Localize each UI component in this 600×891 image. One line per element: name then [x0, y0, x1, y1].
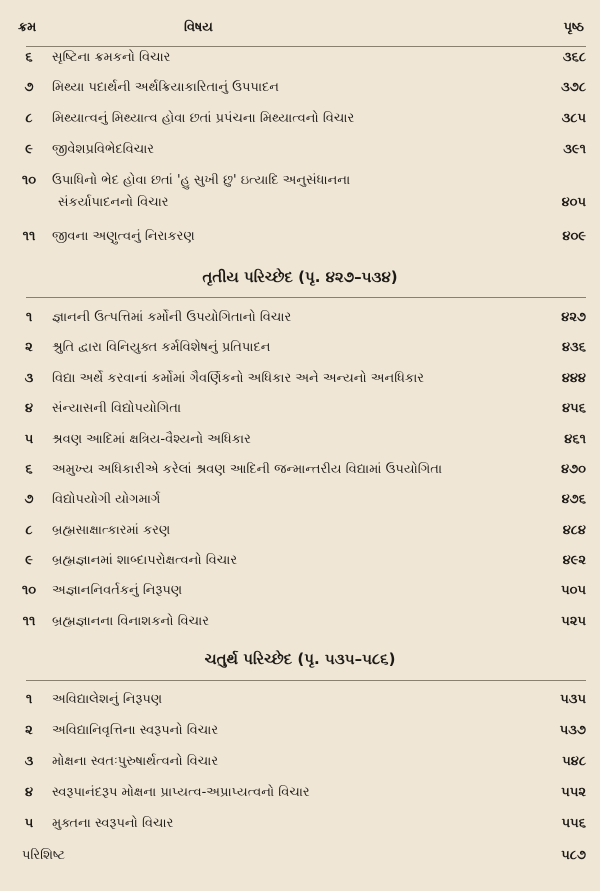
toc-number: ૯: [25, 553, 33, 568]
section-heading: ચતુર્થ પરિચ્છેદ (પૃ. ૫૩૫–૫૮૬): [204, 650, 396, 668]
toc-number: ૧૦: [21, 583, 37, 598]
toc-title: જીવેશપ્રવિભેદવિચાર: [52, 142, 155, 157]
toc-number: ૫: [24, 432, 34, 447]
toc-number: ૭: [24, 80, 34, 95]
toc-number: ૮: [25, 523, 33, 538]
toc-page: ૫૫૨: [561, 785, 586, 800]
toc-page: ૪૯૨: [562, 553, 586, 568]
toc-title: જીવના અણુત્વનું નિરાકરણ: [52, 229, 195, 244]
toc-page: ૪૭૦: [561, 462, 586, 477]
toc-page: ૫૩૭: [559, 723, 586, 738]
toc-number: ૧: [25, 310, 33, 325]
toc-title: બ્રહ્મજ્ઞાનના વિનાશકનો વિચાર: [52, 614, 209, 629]
toc-page: ૪૭૬: [561, 492, 586, 507]
section-divider: [26, 297, 586, 298]
toc-title: શ્રુતિ દ્વારા વિનિયુક્ત કર્મવિશેષનું પ્રતિપાદન: [52, 340, 271, 355]
toc-title: વિદ્યોપયોગી યોગમાર્ગ: [52, 492, 161, 507]
toc-page: ૫૫૬: [561, 816, 586, 831]
toc-number: ૪: [24, 785, 34, 800]
toc-page: ૪૮૪: [562, 523, 586, 538]
toc-title: અજ્ઞાનનિવર્તકનું નિરૂપણ: [52, 583, 183, 598]
section-heading: તૃતીય પરિચ્છેદ (પૃ. ૪૨૭–૫૩૪): [202, 268, 398, 286]
toc-page: ૫૪૮: [562, 754, 586, 769]
toc-number: ૧૦: [21, 173, 37, 188]
toc-page: ૪૫૬: [562, 401, 586, 416]
toc-title: શ્રવણ આદિમાં ક્ષત્રિય-વૈશ્યનો અધિકાર: [52, 432, 251, 447]
toc-number: ૯: [25, 142, 33, 157]
header-page: પૃષ્ઠ: [563, 20, 584, 35]
appendix-page: ૫૮૭: [561, 848, 586, 863]
section-divider: [26, 680, 586, 681]
toc-number: ૪: [24, 401, 34, 416]
appendix-title: પરિશિષ્ટ: [22, 848, 66, 863]
toc-page: ૩૮૫: [561, 111, 586, 126]
toc-title: મિથ્યા પદાર્થની અર્થક્રિયાકારિતાનું ઉપપાદન: [52, 80, 279, 95]
toc-page: ૪૦૯: [562, 229, 586, 244]
header-divider: [26, 46, 586, 47]
toc-title: સંન્યાસની વિદ્યોપયોગિતા: [52, 401, 182, 416]
toc-page: ૩૯૧: [563, 142, 586, 157]
toc-number: ૫: [24, 816, 34, 831]
toc-title: બ્રહ્મસાક્ષાત્કારમાં કરણ: [52, 523, 171, 538]
toc-number: ૭: [24, 492, 34, 507]
toc-title: મુક્તના સ્વરૂપનો વિચાર: [52, 816, 174, 831]
header-serial: ક્રમ: [18, 20, 37, 35]
toc-page: ૪૦૫: [561, 195, 586, 210]
header-subject: વિષય: [184, 20, 213, 35]
toc-title: સૃષ્ટિના ક્રમકનો વિચાર: [52, 50, 171, 65]
toc-title-continued: સંકર્યાપાદનનો વિચાર: [58, 195, 169, 210]
toc-page: ૫૦૫: [561, 583, 586, 598]
toc-title: મોક્ષના સ્વતઃપુરુષાર્થત્વનો વિચાર: [52, 754, 219, 769]
toc-number: ૧૧: [22, 229, 36, 244]
toc-title: જ્ઞાનની ઉત્પત્તિમાં કર્મોની ઉપયોગિતાનો વિચાર: [52, 310, 292, 325]
toc-page: ૫૩૫: [560, 692, 586, 707]
toc-page: ૪૪૪: [561, 371, 586, 386]
toc-number: ૩: [24, 754, 34, 769]
toc-title: અમુખ્ય અધિકારીએ કરેલાં શ્રવણ આદિની જન્માન્તરીય વિદ્યામાં ઉપયોગિતા: [52, 462, 443, 477]
toc-title: અવિદ્યાનિવૃત્તિના સ્વરૂપનો વિચાર: [52, 723, 219, 738]
toc-page: ૫૨૫: [561, 614, 586, 629]
toc-number: ૩: [24, 371, 34, 386]
toc-title: ઉપાધિનો ભેદ હોવા છતાં 'હુ સુખી છુ' ઇત્યાદિ અનુસંધાનના: [52, 173, 351, 188]
toc-page: ૪૨૭: [561, 310, 586, 325]
toc-title: અવિદ્યાલેશનું નિરૂપણ: [52, 692, 163, 707]
column-header: [0, 20, 600, 42]
toc-number: ૧: [25, 692, 33, 707]
toc-number: ૬: [25, 50, 33, 65]
toc-number: ૮: [25, 111, 33, 126]
toc-page: ૪૬૧: [564, 432, 586, 447]
toc-number: ૬: [25, 462, 33, 477]
toc-number: ૧૧: [22, 614, 36, 629]
toc-title: મિથ્યાત્વનું મિથ્યાત્વ હોવા છતાં પ્રપંચના મિથ્યાત્વનો વિચાર: [52, 111, 355, 126]
toc-page: ૪૩૬: [562, 340, 586, 355]
toc-page: ૩૭૮: [561, 80, 586, 95]
toc-number: ૨: [25, 723, 33, 738]
toc-title: બ્રહ્મજ્ઞાનમાં શાબ્દાપરોક્ષત્વનો વિચાર: [52, 553, 238, 568]
toc-page: ૩૬૮: [562, 50, 586, 65]
toc-title: સ્વરૂપાનંદરૂપ મોક્ષના પ્રાપ્યત્વ-અપ્રાપ્યત્વનો વિચાર: [52, 785, 310, 800]
toc-row: [0, 171, 600, 217]
toc-number: ૨: [25, 340, 33, 355]
toc-title: વિદ્યા અર્થે કરવાનાં કર્મોમાં ગૈવર્ણિકનો અધિકાર અને અન્યનો અનધિકાર: [52, 371, 425, 386]
